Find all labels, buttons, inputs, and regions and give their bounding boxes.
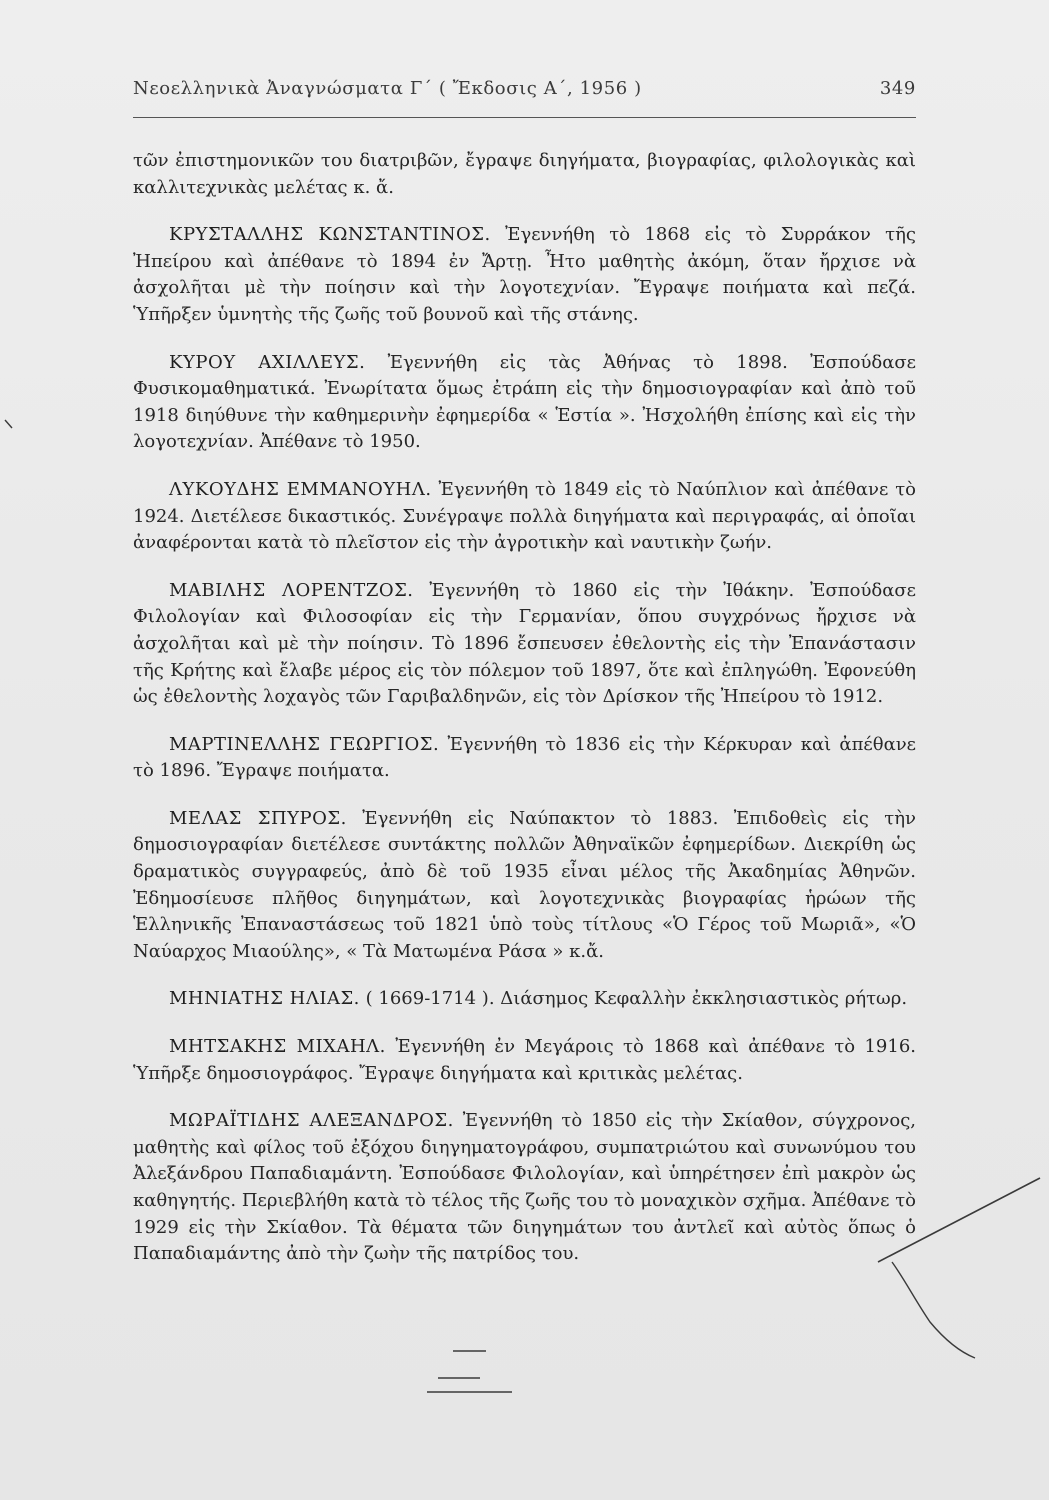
entry-text: Ἐγεννήθη εἰς Ναύπακτον τὸ 1883. Ἐπιδοθεὶς εἰς τὴν δημοσιογραφίαν διετέλεσε συντάκτης πολλῶν Ἀθηναϊκῶν ἐφημερίδων. Διεκρίθη ὡς δραματικὸς συγγραφεύς, ἀπὸ δὲ τοῦ 1935 εἶναι μέλος τῆς Ἀκαδημίας Ἀθηνῶν. Ἐδημοσίευσε πλῆθος διηγημάτων, καὶ λογοτεχνικὰς βιογραφίας ἡρώων τῆς Ἑλληνικῆς Ἐπαναστάσεως τοῦ 1821 ὑπὸ τοὺς τίτλους «Ὁ Γέρος τοῦ Μωριᾶ», «Ὁ Ναύαρχος Μιαούλης», « Τὰ Ματωμένα Ράσα » κ.ἄ. bbox=[133, 807, 916, 962]
margin-tick bbox=[5, 420, 12, 428]
entry-name: ΛΥΚΟΥΔΗΣ ΕΜΜΑΝΟΥΗΛ. bbox=[169, 478, 432, 500]
entry-text: ( 1669-1714 ). Διάσημος Κεφαλλὴν ἐκκλησιαστικὸς ρήτωρ. bbox=[365, 988, 908, 1010]
entry-name: ΚΥΡΟΥ ΑΧΙΛΛΕΥΣ. bbox=[169, 351, 366, 373]
entry-name: ΜΑΡΤΙΝΕΛΛΗΣ ΓΕΩΡΓΙΟΣ. bbox=[169, 733, 440, 755]
entry-text: Ἐγεννήθη τὸ 1849 εἰς τὸ Ναύπλιον καὶ ἀπέθανε τὸ 1924. Διετέλεσε δικαστικός. Συνέγραψε πολλὰ διηγήματα καὶ περιγραφάς, αἱ ὁποῖαι ἀναφέρονται κατὰ τὸ πλεῖστον εἰς τὴν ἀγροτικὴν καὶ ναυτικὴν ζωήν. bbox=[133, 478, 916, 554]
entry-text: Ἐγεννήθη τὸ 1868 εἰς τὸ Συρράκον τῆς Ἠπείρου καὶ ἀπέθανε τὸ 1894 ἐν Ἄρτῃ. Ἦτο μαθητὴς ἀκόμη, ὅταν ἤρχισε νὰ ἀσχολῆται μὲ τὴν ποίησιν καὶ τὴν λογοτεχνίαν. Ἔγραψε ποιήματα καὶ πεζά. Ὑπῆρξεν ὑμνητὴς τῆς ζωῆς τοῦ βουνοῦ καὶ τῆς στάνης. bbox=[133, 224, 916, 325]
entry-mitsakis bbox=[133, 1034, 916, 1087]
biographical-entries bbox=[133, 148, 916, 1289]
entry-text: Ἐγεννήθη εἰς τὰς Ἀθήνας τὸ 1898. Ἐσπούδασε Φυσικομαθηματικά. Ἐνωρίτατα ὅμως ἐτράπη εἰς τὴν δημοσιογραφίαν καὶ ἀπὸ τοῦ 1918 διηύθυνε τὴν καθημερινὴν ἐφημερίδα « Ἑστία ». Ἠσχολήθη ἐπίσης καὶ εἰς τὴν λογοτεχνίαν. Ἀπέθανε τὸ 1950. bbox=[133, 351, 916, 453]
entry-continuation bbox=[133, 148, 916, 201]
entry-mavilis bbox=[133, 578, 916, 711]
entry-moraitidis bbox=[133, 1108, 916, 1268]
entry-name: ΜΕΛΑΣ ΣΠΥΡΟΣ. bbox=[169, 807, 347, 829]
entry-text: Ἐγεννήθη τὸ 1860 εἰς τὴν Ἰθάκην. Ἐσπούδασε Φιλολογίαν καὶ Φιλοσοφίαν εἰς τὴν Γερμανίαν, ὅπου συγχρόνως ἤρχισε νὰ ἀσχολῆται καὶ μὲ τὴν ποίησιν. Τὸ 1896 ἔσπευσεν ἐθελοντὴς εἰς τὴν Ἐπανάστασιν τῆς Κρήτης καὶ ἔλαβε μέρος εἰς τὸν πόλεμον τοῦ 1897, ὅτε καὶ ἐπληγώθη. Ἐφονεύθη ὡς ἐθελοντὴς λοχαγὸς τῶν Γαριβαλδηνῶν, εἰς τὸν Δρίσκον τῆς Ἠπείρου τὸ 1912. bbox=[133, 579, 916, 708]
entry-krystallis bbox=[133, 222, 916, 328]
entry-text: τῶν ἐπιστημονικῶν του διατριβῶν, ἔγραψε διηγήματα, βιογραφίας, φιλολογικὰς καὶ καλλιτεχνικὰς μελέτας κ. ἄ. bbox=[133, 150, 916, 198]
running-header bbox=[133, 78, 916, 99]
entry-text: Ἐγεννήθη τὸ 1850 εἰς τὴν Σκίαθον, σύγχρονος, μαθητὴς καὶ φίλος τοῦ ἐξόχου διηγηματογράφου, συμπατριώτου καὶ συνωνύμου του Ἀλεξάνδρου Παπαδιαμάντη. Ἐσπούδασε Φιλολογίαν, καὶ ὑπηρέτησεν ἐπὶ μακρὸν ὡς καθηγητής. Περιεβλήθη κατὰ τὸ τέλος τῆς ζωῆς του τὸ μοναχικὸν σχῆμα. Ἀπέθανε τὸ 1929 εἰς τὴν Σκίαθον. Τὰ θέματα τῶν διηγημάτων του ἀντλεῖ καὶ αὐτὸς ὅπως ὁ Παπαδιαμάντης ἀπὸ τὴν ζωὴν τῆς πατρίδος του. bbox=[133, 1110, 916, 1265]
entry-name: ΜΗΤΣΑΚΗΣ ΜΙΧΑΗΛ. bbox=[169, 1036, 386, 1058]
entry-name: ΜΗΝΙΑΤΗΣ ΗΛΙΑΣ. bbox=[169, 988, 360, 1010]
entry-miniatis bbox=[133, 986, 916, 1013]
entry-lykoudis bbox=[133, 477, 916, 557]
header-title: Νεοελληνικὰ Ἀναγνώσματα Γ΄ ( Ἔκδοσις Α΄, 1956 ) bbox=[133, 78, 642, 99]
entry-name: ΜΑΒΙΛΗΣ ΛΟΡΕΝΤΖΟΣ. bbox=[169, 579, 414, 601]
entry-kyrou bbox=[133, 350, 916, 456]
page-number: 349 bbox=[879, 78, 916, 99]
entry-text: Ἐγεννήθη ἐν Μεγάροις τὸ 1868 καὶ ἀπέθανε τὸ 1916. Ὑπῆρξε δημοσιογράφος. Ἔγραψε διηγήματα καὶ κριτικὰς μελέτας. bbox=[133, 1036, 916, 1084]
entry-name: ΜΩΡΑΪΤΙΔΗΣ ΑΛΕΞΑΝΔΡΟΣ. bbox=[169, 1110, 454, 1132]
entry-martinellis bbox=[133, 732, 916, 785]
entry-melas bbox=[133, 806, 916, 966]
entry-text: Ἐγεννήθη τὸ 1836 εἰς τὴν Κέρκυραν καὶ ἀπέθανε τὸ 1896. Ἔγραψε ποιήματα. bbox=[133, 733, 916, 782]
entry-name: ΚΡΥΣΤΑΛΛΗΣ ΚΩΝΣΤΑΝΤΙΝΟΣ. bbox=[169, 224, 491, 246]
header-rule bbox=[133, 117, 916, 118]
